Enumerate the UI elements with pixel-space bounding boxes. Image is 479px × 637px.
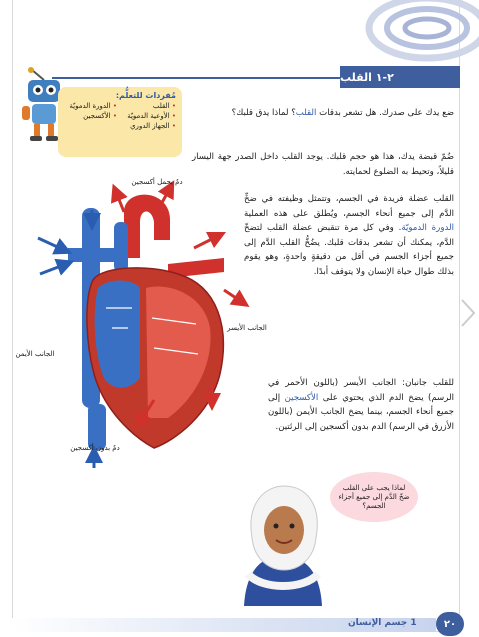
- oxygen-term: الأكسجين: [284, 392, 319, 403]
- page-footer: [0, 608, 479, 637]
- label-left-side: الجانب الأيسر: [227, 324, 267, 332]
- chapter-title: جسم الإنسان: [348, 618, 408, 628]
- vocab-item: • الدورة الدمويّة: [64, 102, 117, 110]
- intro-question: [192, 106, 454, 121]
- chapter-label: [348, 618, 417, 628]
- label-oxygenated-blood: دمٌ يحمل أكسجين: [131, 178, 183, 186]
- page-number: ٢٠: [436, 612, 464, 636]
- vocabulary-title: مُفردات للتعلُّم:: [115, 91, 176, 100]
- intro-paragraph: ضُمّ قبضة يدك، هذا هو حجم قلبك. يوجد القلب داخل الصدر جهة اليسار قليلاً، وتحيط به الضلوع لحمايته.: [192, 152, 454, 177]
- label-right-side: الجانب الأيمن: [15, 350, 55, 358]
- vocab-item: • القلب: [123, 102, 176, 110]
- vocab-item: • الأوعية الدمويّة: [123, 112, 176, 120]
- heart-sides-paragraph: [268, 376, 454, 434]
- chevron-right-icon[interactable]: [458, 298, 478, 328]
- student-character-icon: [222, 478, 342, 606]
- section-divider: [52, 77, 340, 79]
- text-span: القلب عضلة فريدة في الجسم، وتتمثل وظيفته في ضخِّ الدَّم إلى جميع أنحاء الجسم، ويُطلق على هذه العملية: [244, 194, 454, 219]
- chapter-number: 1: [410, 618, 417, 628]
- text-span: . وفي كل مرة تنقبض عضلة القلب لتضخّ الدَّم، يمكنك أن تشعر بدقات قلبك. يضُخُّ القلب الدَّم إلى جميع أجزاء الجسم في أقل من دقيقةٍ واحدةٍ، وهو يقوم بذلك طوال حياة الإنسان ولا يتوقف أبدًا.: [244, 223, 454, 277]
- text-span: إلى جميع أنحاء الجسم، بينما يضخ الجانب الأيمن (باللون الأزرق في الرسم) الدم بدون أكسجين إلى الرئتين.: [268, 392, 454, 432]
- section-title: ٢-١ القلب: [340, 66, 460, 88]
- text-span: ؟ لماذا يدق قلبك؟: [231, 108, 296, 118]
- heart-illustration: [28, 178, 250, 476]
- text-span: للقلب جانبان: الجانب الأيسر (باللون الأحمر في الرسم) يضخ الدم الذي يحتوي على: [268, 378, 455, 403]
- vocab-item: • الجهاز الدوري: [123, 122, 176, 130]
- vocabulary-box: [58, 87, 182, 157]
- text-span: ضع يدك على صدرك. هل تشعر بدقات: [316, 108, 454, 118]
- heart-function-paragraph: [244, 192, 454, 279]
- heart-term: القلب: [295, 108, 317, 118]
- circulation-term: الدورة الدمويّة: [401, 223, 454, 233]
- heart-diagram: [15, 178, 267, 476]
- vocab-item: • الأكسجين: [64, 112, 117, 120]
- speech-bubble: لماذا يجب على القلب ضخّ الدَّم إلى جميع أجزاء الجسم؟: [330, 472, 418, 522]
- label-deoxygenated-blood: دمٌ بدون أكسجين: [70, 444, 120, 452]
- decorative-swirl: [355, 0, 479, 66]
